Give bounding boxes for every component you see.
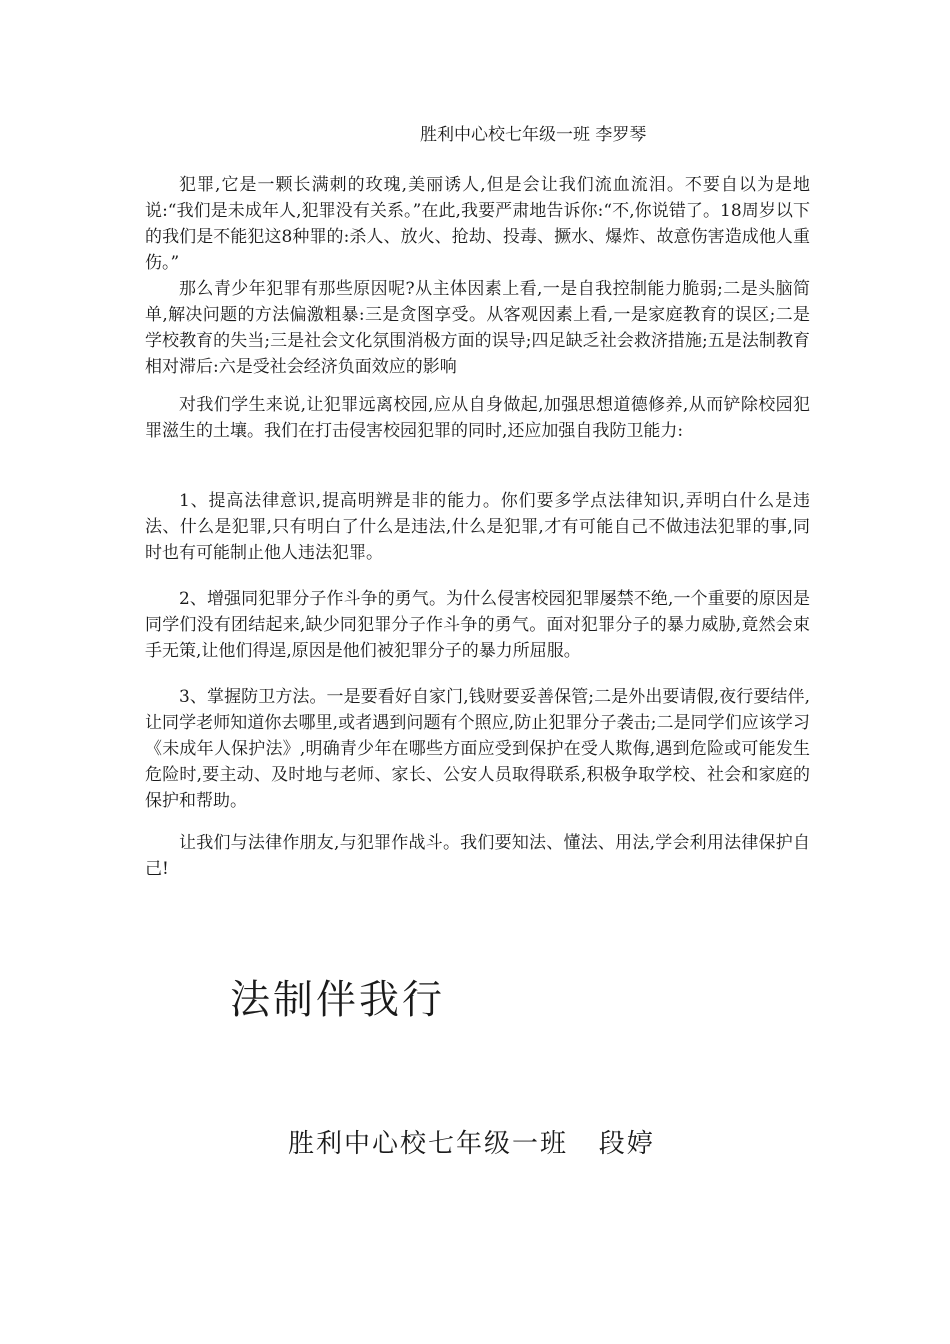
paragraph-group-point3 xyxy=(145,684,810,814)
paragraph-crime-intro: 犯罪,它是一颗长满刺的玫瑰,美丽诱人,但是会让我们流血流泪。不要自以为是地说:“我们是未成年人,犯罪没有关系。”在此,我要严肃地告诉你:“不,你说错了。18周岁以下的我们是不能犯这8种罪的:杀人、放火、抢劫、投毒、撅水、爆炸、故意伤害造成他人重伤。” xyxy=(145,175,810,273)
paragraph-conclusion: 让我们与法律作朋友,与犯罪作战斗。我们要知法、懂法、用法,学会利用法律保护自己! xyxy=(145,833,810,879)
article-byline: 胜利中心校七年级一班 段婷 xyxy=(288,1129,655,1159)
paragraph-group-point2 xyxy=(145,586,810,664)
paragraph-point-3: 3、掌握防卫方法。一是要看好自家门,钱财要妥善保管;二是外出要请假,夜行要结伴,让同学老师知道你去哪里,或者遇到问题有个照应,防止犯罪分子袭击;二是同学们应该学习《未成年人保护法》,明确青少年在哪些方面应受到保护在受人欺侮,遇到危险或可能发生危险时,要主动、及时地与老师、家长、公安人员取得联系,积极争取学校、社会和家庭的保护和帮助。 xyxy=(145,687,810,811)
paragraph-point-1: 1、提高法律意识,提高明辨是非的能力。你们要多学点法律知识,弄明白什么是违法、什么是犯罪,只有明白了什么是违法,什么是犯罪,才有可能自己不做违法犯罪的事,同时也有可能制止他人违法犯罪。 xyxy=(145,491,810,563)
paragraph-group-intro xyxy=(145,172,810,380)
paragraph-causes: 那么青少年犯罪有那些原因呢?从主体因素上看,一是自我控制能力脆弱;二是头脑简单,解决问题的方法偏激粗暴:三是贪图享受。从客观因素上看,一是家庭教育的误区;二是学校教育的失当;三是社会文化氛围消极方面的误导;四足缺乏社会救济措施;五是法制教育相对滞后:六是受社会经济负面效应的影响 xyxy=(145,279,810,377)
paragraph-group-students xyxy=(145,392,810,444)
paragraph-group-conclusion xyxy=(145,830,810,882)
paragraph-point-2: 2、增强同犯罪分子作斗争的勇气。为什么侵害校园犯罪屡禁不绝,一个重要的原因是同学们没有团结起来,缺少同犯罪分子作斗争的勇气。面对犯罪分子的暴力威胁,竟然会束手无策,让他们得逞,原因是他们被犯罪分子的暴力所屈服。 xyxy=(145,589,810,661)
paragraph-group-point1 xyxy=(145,488,810,566)
article-title: 法制伴我行 xyxy=(230,977,445,1023)
author-byline: 胜利中心校七年级一班 李罗琴 xyxy=(420,125,647,145)
paragraph-students-role: 对我们学生来说,让犯罪远离校园,应从自身做起,加强思想道德修养,从而铲除校园犯罪滋生的土壤。我们在打击侵害校园犯罪的同时,还应加强自我防卫能力: xyxy=(145,395,810,441)
